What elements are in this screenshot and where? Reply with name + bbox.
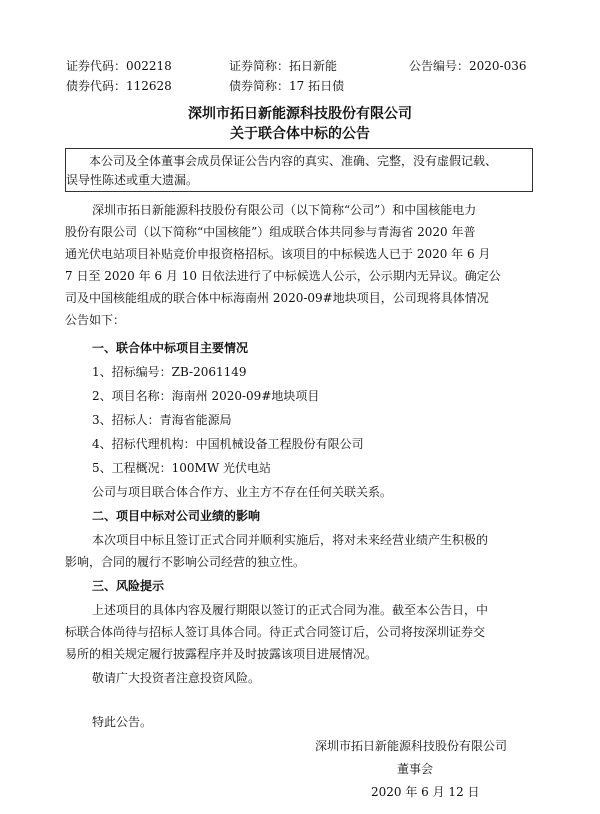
- risk-warning: 敬请广大投资者注意投资风险。: [92, 671, 261, 685]
- intro-line: 7 日至 2020 年 6 月 10 日依法进行了中标候选人公示，公示期内无异议。确定公: [65, 269, 501, 283]
- intro-line: 深圳市拓日新能源科技股份有限公司（以下简称“公司”）和中国核能电力: [92, 203, 477, 217]
- intro-line: 通光伏电站项目补贴竞价申报资格招标。该项目的中标候选人已于 2020 年 6 月: [65, 247, 491, 261]
- board-guarantee-notice: [65, 148, 533, 192]
- intro-line: 司及中国核能组成的联合体中标海南州 2020-09#地块项目，公司现将具体情况: [65, 291, 489, 305]
- list-item: 1、招标编号：ZB-2061149: [92, 365, 247, 379]
- paragraph-line: 影响，合同的履行不影响公司经营的独立性。: [65, 555, 306, 569]
- signature-date: 2020 年 6 月 12 日: [371, 785, 480, 799]
- paragraph-line: 标联合体尚待与招标人签订具体合同。待正式合同签订后，公司将按深圳证券交: [65, 625, 486, 639]
- stock-name: 证券简称：拓日新能: [229, 59, 338, 73]
- section-heading: 二、项目中标对公司业绩的影响: [92, 509, 261, 523]
- list-item: 2、项目名称：海南州 2020-09#地块项目: [92, 389, 320, 403]
- bond-code: 债券代码：112628: [66, 79, 172, 93]
- paragraph-line: 上述项目的具体内容及履行期限以签订的正式合同为准。截至本公告日，中: [92, 603, 489, 617]
- list-item: 5、工程概况：100MW 光伏电站: [92, 461, 271, 475]
- intro-line: 公告如下：: [65, 313, 126, 327]
- intro-line: 股份有限公司（以下简称“中国核能”）组成联合体共同参与青海省 2020 年普: [65, 225, 476, 239]
- company-title: 深圳市拓日新能源科技股份有限公司: [188, 106, 412, 122]
- signature-company: 深圳市拓日新能源科技股份有限公司: [315, 739, 508, 753]
- section-heading: 一、联合体中标项目主要情况: [92, 341, 249, 355]
- bond-name: 债券简称：17 拓日债: [229, 79, 345, 93]
- notice-line: 误导性陈述或重大遗漏。: [66, 173, 199, 187]
- notice-line: 本公司及全体董事会成员保证公告内容的真实、准确、完整，没有虚假记载、: [89, 154, 498, 168]
- list-item: 4、招标代理机构：中国机械设备工程股份有限公司: [92, 437, 364, 451]
- closing-remark: 特此公告。: [92, 715, 153, 729]
- section-heading: 三、风险提示: [92, 579, 165, 593]
- paragraph-line: 本次项目中标且签订正式合同并顺利实施后，将对未来经营业绩产生积极的: [92, 533, 489, 547]
- relationship-note: 公司与项目联合体合作方、业主方不存在任何关联关系。: [92, 485, 393, 499]
- announcement-subject: 关于联合体中标的公告: [230, 126, 370, 142]
- announcement-number: 公告编号：2020-036: [409, 59, 527, 73]
- paragraph-line: 易所的相关规定履行披露程序并及时披露该项目进展情况。: [65, 647, 378, 661]
- list-item: 3、招标人：青海省能源局: [92, 413, 232, 427]
- signature-board: 董事会: [397, 762, 434, 776]
- stock-code: 证券代码：002218: [66, 59, 172, 73]
